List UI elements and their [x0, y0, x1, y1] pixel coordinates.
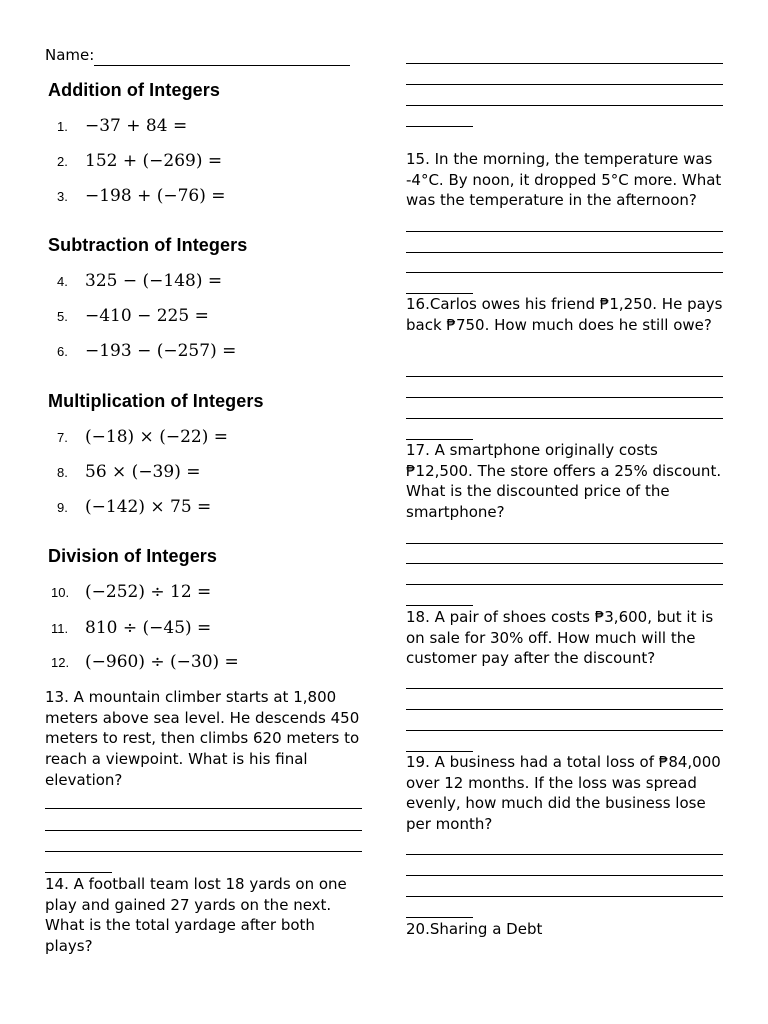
answer-line[interactable]: [406, 252, 723, 253]
answer-line[interactable]: [45, 830, 362, 831]
answer-line[interactable]: [406, 397, 723, 398]
word-problem-17: 17. A smartphone originally costs ₱12,500. The store offers a 25% discount. What is the discounted price of the smartphone?: [406, 441, 722, 522]
problem-number: 10.: [51, 585, 70, 600]
problem-expression: (−142) × 75 =: [85, 497, 212, 517]
problem-12: [48, 652, 239, 672]
problem-number: 9.: [57, 500, 68, 515]
problem-3: [48, 186, 226, 206]
answer-line[interactable]: [406, 854, 723, 855]
problem-9: [48, 497, 211, 517]
answer-line[interactable]: [406, 896, 723, 897]
word-problem-13: 13. A mountain climber starts at 1,800 meters above sea level. He descends 450 meters to rest, then climbs 620 meters to reach a viewpoint. What is his final elevation?: [45, 688, 360, 789]
problem-11: [48, 618, 211, 638]
answer-line[interactable]: [406, 688, 723, 689]
problem-7: [48, 427, 228, 447]
problem-4: [48, 271, 222, 291]
answer-line[interactable]: [406, 376, 723, 377]
problem-expression: 152 + (−269) =: [85, 151, 223, 171]
problem-2: [48, 151, 222, 171]
answer-line-short[interactable]: [45, 872, 112, 873]
problem-number: 6.: [57, 344, 68, 359]
word-problem-19: 19. A business had a total loss of ₱84,000 over 12 months. If the loss was spread evenly, how much did the business lose per month?: [406, 753, 721, 834]
problem-6: [48, 341, 236, 361]
problem-5: [48, 306, 209, 326]
word-problem-20-title: 20.Sharing a Debt: [406, 920, 543, 938]
answer-line[interactable]: [406, 584, 723, 585]
problem-number: 4.: [57, 274, 68, 289]
problem-10: [48, 582, 211, 602]
answer-line[interactable]: [406, 84, 723, 85]
problem-number: 7.: [57, 430, 68, 445]
answer-line[interactable]: [406, 730, 723, 731]
problem-number: 2.: [57, 154, 68, 169]
problem-expression: 56 × (−39) =: [85, 462, 201, 482]
answer-line[interactable]: [45, 851, 362, 852]
section-title-subtraction: Subtraction of Integers: [48, 235, 248, 255]
problem-number: 1.: [57, 119, 68, 134]
answer-line[interactable]: [406, 563, 723, 564]
answer-line[interactable]: [45, 808, 362, 809]
answer-line-short[interactable]: [406, 605, 473, 606]
answer-line-short[interactable]: [406, 917, 473, 918]
section-title-addition: Addition of Integers: [48, 80, 220, 100]
answer-line[interactable]: [406, 63, 723, 64]
problem-expression: −37 + 84 =: [85, 116, 188, 136]
answer-line[interactable]: [406, 105, 723, 106]
problem-expression: −198 + (−76) =: [85, 186, 226, 206]
problem-number: 5.: [57, 309, 68, 324]
section-title-multiplication: Multiplication of Integers: [48, 391, 264, 411]
problem-number: 11.: [51, 621, 69, 636]
right-content: [406, 0, 726, 1024]
answer-line[interactable]: [406, 709, 723, 710]
left-content: [45, 0, 375, 1024]
problem-number: 12.: [51, 655, 70, 670]
problem-expression: 810 ÷ (−45) =: [85, 618, 212, 638]
problem-expression: −193 − (−257) =: [85, 341, 237, 361]
problem-number: 3.: [57, 189, 68, 204]
problem-expression: (−252) ÷ 12 =: [85, 582, 212, 602]
word-problem-16: 16.Carlos owes his friend ₱1,250. He pays back ₱750. How much does he still owe?: [406, 295, 723, 334]
problem-expression: 325 − (−148) =: [85, 271, 223, 291]
word-problem-14: 14. A football team lost 18 yards on one play and gained 27 yards on the next. What is the total yardage after both plays?: [45, 875, 347, 956]
section-title-division: Division of Integers: [48, 546, 218, 566]
answer-line[interactable]: [406, 543, 723, 544]
answer-line[interactable]: [406, 272, 723, 273]
problem-1: [48, 116, 187, 136]
answer-line[interactable]: [406, 418, 723, 419]
answer-line[interactable]: [406, 231, 723, 232]
word-problem-15: 15. In the morning, the temperature was -4°C. By noon, it dropped 5°C more. What was the temperature in the afternoon?: [406, 150, 722, 210]
answer-line-short[interactable]: [406, 126, 473, 127]
problem-expression: −410 − 225 =: [85, 306, 209, 326]
answer-line[interactable]: [406, 875, 723, 876]
problem-expression: (−960) ÷ (−30) =: [85, 652, 239, 672]
name-label: Name:: [45, 46, 95, 64]
problem-number: 8.: [57, 465, 68, 480]
word-problem-18: 18. A pair of shoes costs ₱3,600, but it is on sale for 30% off. How much will the customer pay after the discount?: [406, 608, 714, 668]
problem-8: [48, 462, 200, 482]
problem-expression: (−18) × (−22) =: [85, 427, 228, 447]
